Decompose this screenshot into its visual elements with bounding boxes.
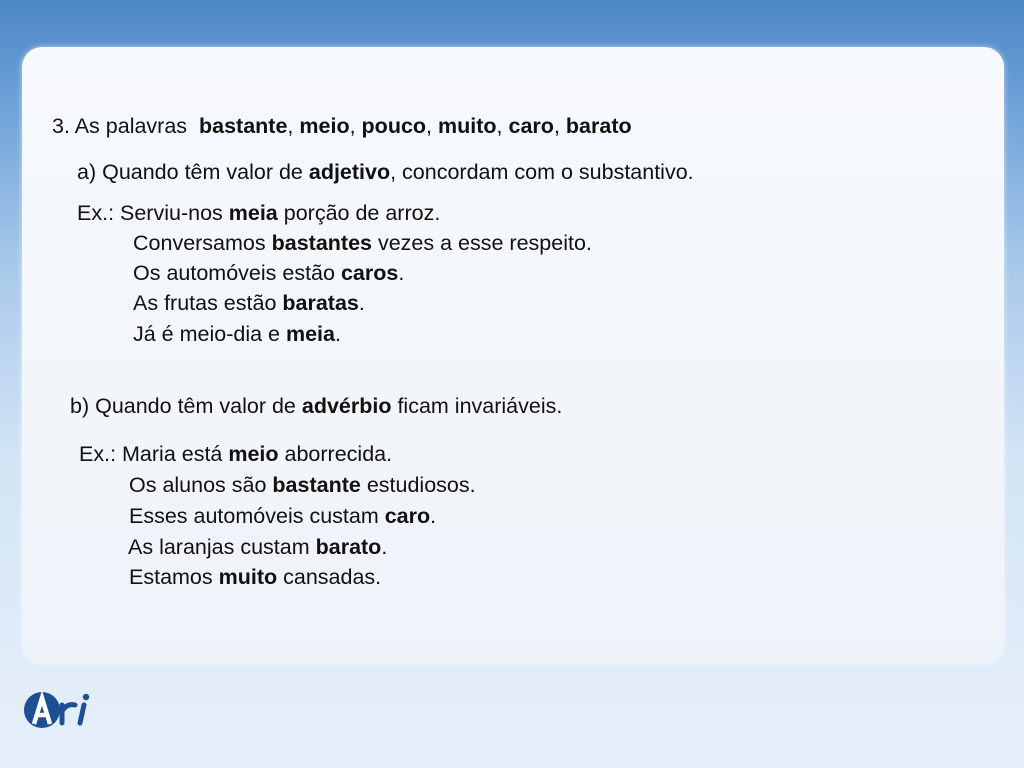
heading-prefix: 3. As palavras [52,114,188,138]
example-keyword: meio [228,442,279,466]
section-b-keyword: advérbio [301,394,392,418]
section-b-rule [70,393,562,419]
example-text: Ex.: Maria está [79,442,229,466]
heading-separator: , [349,114,356,138]
heading-separator: , [496,114,503,138]
example-text: Ex.: Serviu-nos [77,201,229,225]
section-a-pre: a) Quando têm valor de [77,160,309,184]
example-text: Os alunos são [129,473,273,497]
section-a-post: , concordam com o substantivo. [390,160,694,184]
heading-line [52,113,632,139]
example-keyword: caros [340,261,399,285]
logo-i-dot [83,694,89,700]
example-a-line [133,290,365,316]
example-b-line [129,503,436,529]
example-text: aborrecida. [278,442,393,466]
example-text: As frutas estão [133,291,283,315]
example-text: porção de arroz. [277,201,441,225]
heading-word-barato: barato [565,114,632,138]
example-text: Estamos [129,565,219,589]
example-text: . [430,504,437,528]
example-text: . [334,322,341,346]
heading-word-caro: caro [508,114,554,138]
section-b-post: ficam invariáveis. [391,394,563,418]
example-text: . [381,535,388,559]
example-b-line [129,564,381,590]
heading-word-muito: muito [438,114,497,138]
example-keyword: bastantes [271,231,372,255]
section-a-keyword: adjetivo [308,160,391,184]
example-a-line [133,321,341,347]
example-text: Os automóveis estão [133,261,341,285]
example-text: Já é meio-dia e [133,322,286,346]
example-keyword: caro [384,504,431,528]
example-text: Conversamos [133,231,272,255]
example-keyword: meia [228,201,278,225]
example-text: vezes a esse respeito. [371,231,592,255]
heading-word-meio: meio [299,114,350,138]
example-b-line [128,534,387,560]
heading-separator: , [287,114,294,138]
section-b-pre: b) Quando têm valor de [70,394,302,418]
section-a-rule [77,159,694,185]
heading-word-pouco: pouco [361,114,427,138]
ari-logo [22,683,114,735]
example-b-line [79,441,392,467]
heading-word-bastante: bastante [199,114,288,138]
heading-separator: , [426,114,433,138]
example-a-line [133,260,404,286]
example-text: . [398,261,405,285]
logo-i-stem [80,705,84,723]
example-keyword: bastante [272,473,361,497]
example-text: As laranjas custam [128,535,316,559]
example-text: estudiosos. [360,473,476,497]
example-text: Esses automóveis custam [129,504,385,528]
example-keyword: baratas [282,291,359,315]
example-keyword: muito [218,565,278,589]
example-text: . [358,291,365,315]
example-text: cansadas. [277,565,382,589]
heading-separator: , [553,114,560,138]
example-keyword: barato [315,535,382,559]
example-a-line [133,230,592,256]
example-a-line [77,200,440,226]
example-keyword: meia [285,322,335,346]
example-b-line [129,472,476,498]
logo-r-letter [62,705,75,723]
